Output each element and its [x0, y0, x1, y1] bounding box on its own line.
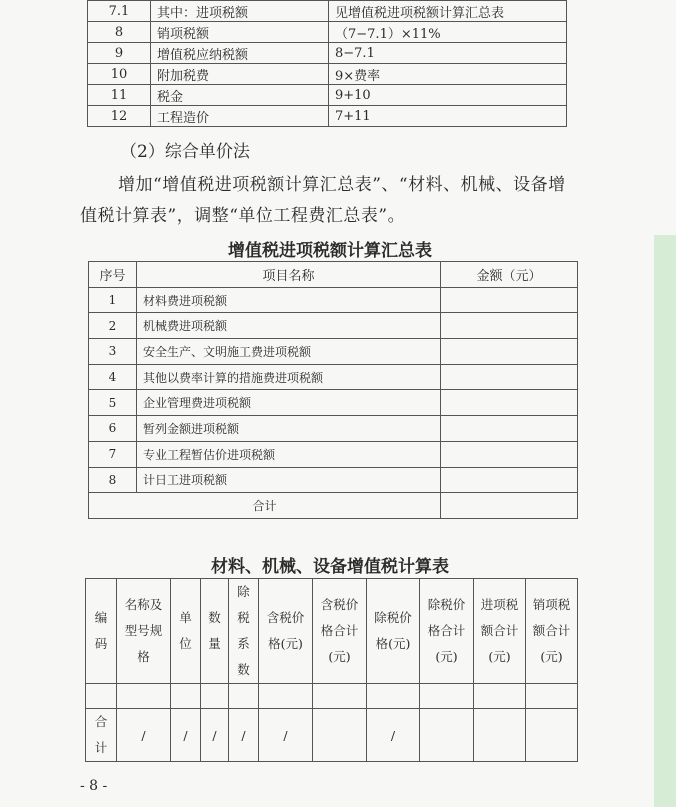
row-note: （7−7.1）×11%: [329, 22, 567, 43]
header-text: 码: [94, 636, 108, 651]
header-text: 额合计: [480, 623, 519, 638]
row-amount: [441, 364, 578, 390]
table-row: [89, 339, 578, 365]
row-note: 9×费率: [329, 64, 567, 85]
row-name: 销项税额: [151, 22, 329, 43]
header-tax-excl-price: [367, 579, 420, 684]
total-cell: /: [171, 709, 201, 762]
header-tax-incl-price: [259, 579, 313, 684]
header-text: 位: [179, 636, 192, 651]
row-item-name: 机械费进项税额: [137, 313, 441, 339]
row-amount: [441, 390, 578, 416]
row-item-name: 安全生产、文明施工费进项税额: [137, 339, 441, 365]
row-number: 10: [88, 64, 151, 85]
header-text: 单: [179, 610, 192, 625]
header-text: 编: [94, 610, 108, 625]
header-text: 数: [208, 610, 221, 625]
empty-cell: [259, 684, 313, 709]
total-cell: /: [367, 709, 420, 762]
header-text: 格: [137, 649, 150, 664]
empty-cell: [367, 684, 420, 709]
row-amount: [441, 441, 578, 467]
row-name: 工程造价: [151, 106, 329, 127]
row-number: 7: [89, 441, 137, 467]
empty-cell: [420, 684, 474, 709]
empty-cell: [86, 684, 117, 709]
header-text: 系: [237, 636, 250, 651]
table-row: [89, 364, 578, 390]
input-tax-summary-title: 增值税进项税额计算汇总表: [228, 241, 432, 261]
table-head: [89, 262, 578, 288]
row-amount: [441, 467, 578, 493]
header-tax-incl-total: [313, 579, 367, 684]
header-text: 数: [237, 662, 250, 677]
header-row: [86, 579, 578, 684]
total-cell: [526, 709, 578, 762]
total-cell: /: [229, 709, 259, 762]
header-amount: 金额（元）: [441, 262, 578, 288]
table-row: [88, 1, 567, 22]
top-summary-table-body: [88, 1, 567, 127]
row-name: 增值税应纳税额: [151, 43, 329, 64]
table-row: [88, 22, 567, 43]
paragraph-line-1: 增加“增值税进项税额计算汇总表”、“材料、机械、设备增: [118, 175, 566, 195]
header-text: 销项税: [532, 597, 571, 612]
header-text: 含税价: [320, 597, 359, 612]
row-amount: [441, 313, 578, 339]
page-number: - 8 -: [80, 778, 108, 794]
total-cell: [420, 709, 474, 762]
row-number: 7.1: [88, 1, 151, 22]
row-number: 3: [89, 339, 137, 365]
table-row: [88, 106, 567, 127]
header-unit: [171, 579, 201, 684]
header-text: 税: [237, 610, 250, 625]
row-note: 8−7.1: [329, 43, 567, 64]
table-row: [88, 64, 567, 85]
total-cell: /: [201, 709, 229, 762]
empty-cell: [313, 684, 367, 709]
total-label-text: 合: [94, 714, 108, 729]
header-row: [89, 262, 578, 288]
row-number: 8: [89, 467, 137, 493]
table-row: [88, 85, 567, 106]
total-cell: /: [259, 709, 313, 762]
header-text: 格(元): [375, 636, 411, 651]
row-number: 11: [88, 85, 151, 106]
row-note: 见增值税进项税额计算汇总表: [329, 1, 567, 22]
row-number: 2: [89, 313, 137, 339]
header-text: 格合计: [427, 623, 466, 638]
row-item-name: 材料费进项税额: [137, 287, 441, 313]
header-item-name: 项目名称: [137, 262, 441, 288]
row-number: 6: [89, 416, 137, 442]
empty-cell: [171, 684, 201, 709]
total-row: [89, 493, 578, 519]
header-text: 除税价: [427, 597, 466, 612]
header-text: 除税价: [374, 610, 412, 625]
table-row: [89, 313, 578, 339]
row-name: 税金: [151, 85, 329, 106]
total-label: 合计: [89, 493, 441, 519]
header-quantity: [201, 579, 229, 684]
row-item-name: 企业管理费进项税额: [137, 390, 441, 416]
header-text: 含税价: [266, 610, 305, 625]
header-text: 额合计: [532, 623, 571, 638]
row-item-name: 专业工程暂估价进项税额: [137, 441, 441, 467]
header-number: 序号: [89, 262, 137, 288]
page-edge-strip: [654, 235, 676, 807]
table-row: [89, 441, 578, 467]
total-label: [86, 709, 117, 762]
header-text: 量: [208, 636, 221, 651]
vat-calculation-table: [85, 578, 578, 762]
row-number: 5: [89, 390, 137, 416]
header-text: 格(元): [268, 636, 303, 651]
row-item-name: 暂列金额进项税额: [137, 416, 441, 442]
header-text: (元): [540, 649, 563, 664]
row-amount: [441, 339, 578, 365]
row-name: 其中：进项税额: [151, 1, 329, 22]
empty-cell: [117, 684, 171, 709]
table-row: [88, 43, 567, 64]
empty-cell: [474, 684, 526, 709]
header-text: (元): [435, 649, 458, 664]
table-body: [89, 287, 578, 518]
total-cell: [474, 709, 526, 762]
table-row: [89, 390, 578, 416]
top-summary-table: [87, 0, 567, 127]
table-row: [89, 467, 578, 493]
empty-row: [86, 684, 578, 709]
header-text: 名称及: [124, 597, 163, 612]
total-cell: /: [117, 709, 171, 762]
row-amount: [441, 287, 578, 313]
total-row: [86, 709, 578, 762]
empty-cell: [526, 684, 578, 709]
row-number: 1: [89, 287, 137, 313]
empty-cell: [229, 684, 259, 709]
row-number: 8: [88, 22, 151, 43]
header-text: 进项税: [480, 597, 519, 612]
row-amount: [441, 416, 578, 442]
header-text: 格合计: [320, 623, 359, 638]
row-note: 9+10: [329, 85, 567, 106]
input-tax-summary-table: [88, 261, 578, 519]
total-cell: [313, 709, 367, 762]
row-note: 7+11: [329, 106, 567, 127]
total-amount: [441, 493, 578, 519]
row-name: 附加税费: [151, 64, 329, 85]
header-name-spec: [117, 579, 171, 684]
header-code: [86, 579, 117, 684]
row-item-name: 计日工进项税额: [137, 467, 441, 493]
header-text: (元): [328, 649, 351, 664]
header-text: (元): [488, 649, 511, 664]
header-text: 型号规: [124, 623, 163, 638]
row-number: 4: [89, 364, 137, 390]
header-tax-excl-coefficient: [229, 579, 259, 684]
row-number: 9: [88, 43, 151, 64]
section-heading: （2）综合单价法: [120, 142, 250, 162]
header-input-tax-total: [474, 579, 526, 684]
total-label-text: 计: [94, 740, 108, 755]
paragraph-line-2: 值税计算表”，调整“单位工程费汇总表”。: [80, 206, 406, 226]
table-head: [86, 579, 578, 684]
empty-cell: [201, 684, 229, 709]
row-item-name: 其他以费率计算的措施费进项税额: [137, 364, 441, 390]
table-row: [89, 287, 578, 313]
header-tax-excl-total: [420, 579, 474, 684]
header-text: 除: [237, 584, 250, 599]
table-row: [89, 416, 578, 442]
vat-calculation-title: 材料、机械、设备增值税计算表: [211, 557, 449, 577]
row-number: 12: [88, 106, 151, 127]
header-output-tax-total: [526, 579, 578, 684]
table-body: [86, 684, 578, 762]
